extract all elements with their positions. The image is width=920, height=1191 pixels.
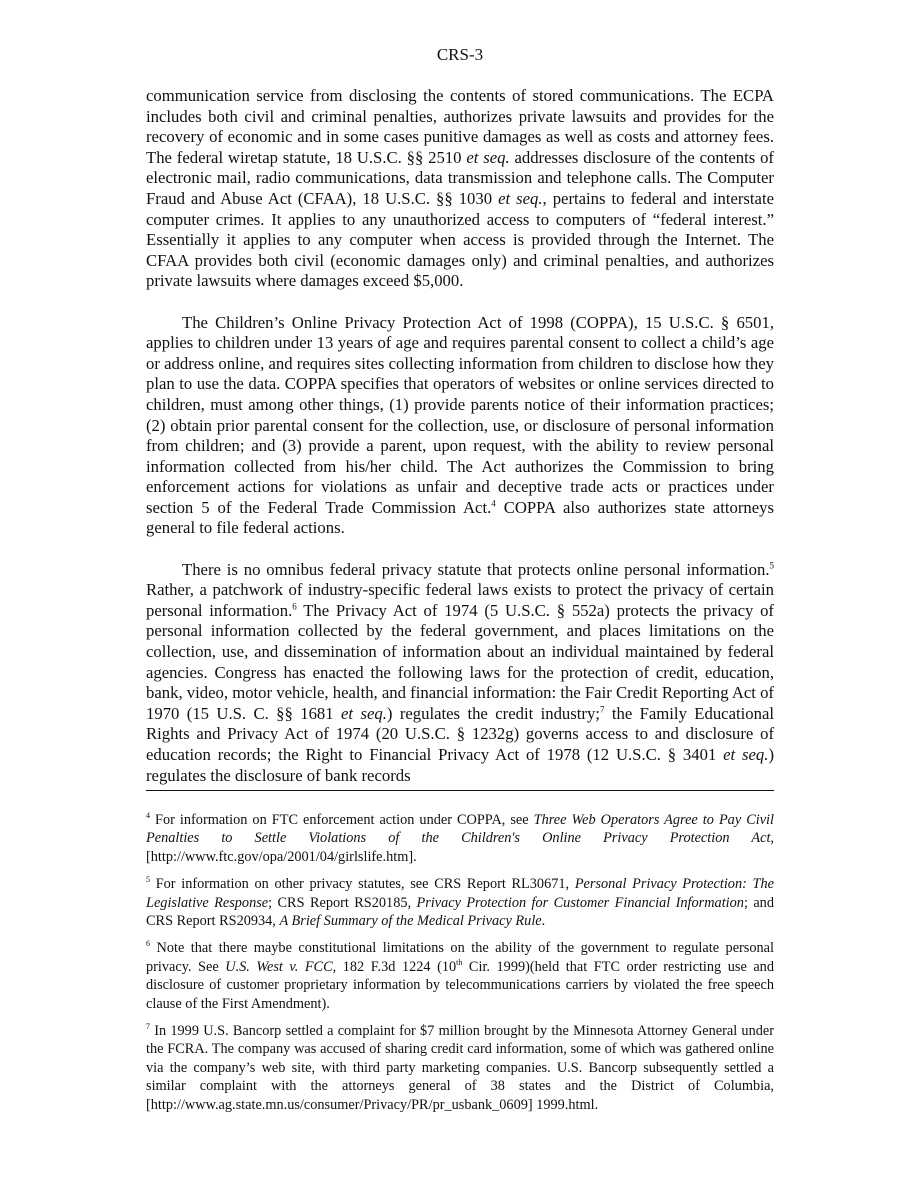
text-run: .: [541, 913, 546, 930]
text-run: Note that there maybe constitutional limitations on the ability of the government to regulate personal privacy. See: [146, 940, 774, 975]
italic-run: et seq.: [498, 188, 543, 208]
footnote-link[interactable]: In 1999 U.S. Bancorp settled a complaint for $7 million brought by the Minnesota Attorney General under the FCRA. The company was accused of sharing credit card information, some of which was gathered online via the company’s web site, with third party marketing companies. U.S. Bancorp subsequently settled a similar complaint with the attorneys general of 38 states and the District of Columbia, [http://www.ag.state.mn.us/consumer/Privacy/PR/pr_usbank_0609] 1999.html.: [146, 1023, 774, 1113]
ordinal-suffix: th: [456, 958, 463, 968]
text-run: , 182 F.3d 1224 (10: [332, 958, 457, 975]
footnote-7: [146, 1022, 774, 1114]
text-run: There is no omnibus federal privacy statute that protects online personal information.: [182, 559, 770, 579]
paragraph-coppa: [146, 313, 774, 540]
footnote-separator: [146, 790, 774, 791]
italic-run: Privacy Protection for Customer Financial Information: [416, 894, 744, 911]
text-run: the Family Educational Rights and Privacy Act of 1974 (20 U.S.C. § 1232g) governs access to and disclosure of education records; the Right to Financial Privacy Act of 1978 (12 U.S.C. § 3401: [146, 703, 774, 764]
text-run: ) regulates the disclosure of bank records: [146, 745, 774, 785]
paragraph-ecpa-cfaa: [146, 86, 774, 292]
footnote-number: 7: [146, 1022, 150, 1032]
italic-run: U.S. West v. FCC: [225, 958, 333, 975]
text-run: ; CRS Report RS20185,: [268, 894, 417, 911]
text-run: The Privacy Act of 1974 (5 U.S.C. § 552a) protects the privacy of personal information collected by the federal government, and places limitations on the collection, use, and dissemination of information about an individual maintained by federal agencies. Congress has enacted the following laws for the protection of credit, education, bank, video, motor vehicle, health, and financial information: the Fair Credit Reporting Act of 1970 (15 U.S. C. §§ 1681: [146, 600, 774, 723]
body-text: [146, 86, 774, 786]
footnote-number: 6: [146, 939, 150, 949]
paragraph-privacy-statutes: [146, 560, 774, 787]
italic-run: et seq.: [466, 147, 510, 167]
text-run: ; and CRS Report RS20934,: [146, 894, 774, 930]
footnote-4: [146, 811, 774, 866]
footnote-ref-6[interactable]: 6: [292, 601, 297, 612]
footnotes-section: [146, 811, 774, 1123]
text-run: addresses disclosure of the contents of electronic mail, radio communications, data transmission and telephone calls. The Computer Fraud and Abuse Act (CFAA), 18 U.S.C. §§ 1030: [146, 147, 774, 208]
text-run: Cir. 1999)(held that FTC order restricting use and disclosure of customer proprietary information by telecommunications carriers by violated the free speech clause of the First Amendment).: [146, 958, 774, 1012]
footnote-ref-5[interactable]: 5: [769, 560, 774, 571]
italic-run: Personal Privacy Protection: The Legislative Response: [146, 876, 775, 911]
footnote-ref-7[interactable]: 7: [599, 704, 605, 715]
text-run: Rather, a patchwork of industry-specific federal laws exists to protect the privacy of certain personal information.: [146, 580, 774, 620]
text-run: For information on FTC enforcement action under COPPA, see: [150, 812, 534, 828]
footnote-link[interactable]: , [http://www.ftc.gov/opa/2001/04/girlslife.htm].: [146, 830, 774, 865]
footnote-6: [146, 939, 774, 1013]
text-run: COPPA also authorizes state attorneys general to file federal actions.: [146, 497, 775, 538]
text-run: The Children’s Online Privacy Protection Act of 1998 (COPPA), 15 U.S.C. § 6501, applies to children under 13 years of age and requires parental consent to collect a child’s age or address online, and requires sites collecting information from children to disclose how they plan to use the data. COPPA specifies that operators of websites or online services directed to children, must among other things, (1) provide parents notice of their information practices; (2) obtain prior parental consent for the collection, use, or disclosure of personal information from children; and (3) provide a parent, upon request, with the ability to review personal information collected from his/her child. The Act authorizes the Commission to bring enforcement actions for violations as unfair and deceptive trade acts or practices under section 5 of the Federal Trade Commission Act.: [146, 312, 774, 517]
footnote-number: 5: [146, 875, 150, 885]
italic-run: A Brief Summary of the Medical Privacy Rule: [279, 913, 542, 930]
footnote-ref-4[interactable]: 4: [491, 498, 496, 509]
footnote-number: 4: [146, 811, 150, 821]
text-run: , pertains to federal and interstate computer crimes. It applies to any unauthorized access to computers of “federal interest.” Essentially it applies to any computer when access is provided through the Internet. The CFAA provides both civil (economic damages only) and criminal penalties, and authorizes private lawsuits where damages exceed $5,000.: [146, 188, 774, 291]
italic-run: et seq.: [341, 703, 387, 723]
text-run: For information on other privacy statutes, see CRS Report RL30671,: [150, 876, 575, 893]
text-run: communication service from disclosing the contents of stored communications. The ECPA includes both civil and criminal penalties, authorizes private lawsuits and provides for the recovery of economic and in some cases punitive damages as well as costs and attorney fees. The federal wiretap statute, 18 U.S.C. §§ 2510: [146, 86, 774, 167]
page-number-header: CRS-3: [436, 45, 484, 64]
text-run: ) regulates the credit industry;: [386, 703, 600, 723]
italic-run: et seq.: [723, 745, 769, 764]
footnote-5: [146, 875, 774, 930]
italic-run: Three Web Operators Agree to Pay Civil Penalties to Settle Violations of the Children's Online Privacy Protection Act: [146, 812, 774, 847]
